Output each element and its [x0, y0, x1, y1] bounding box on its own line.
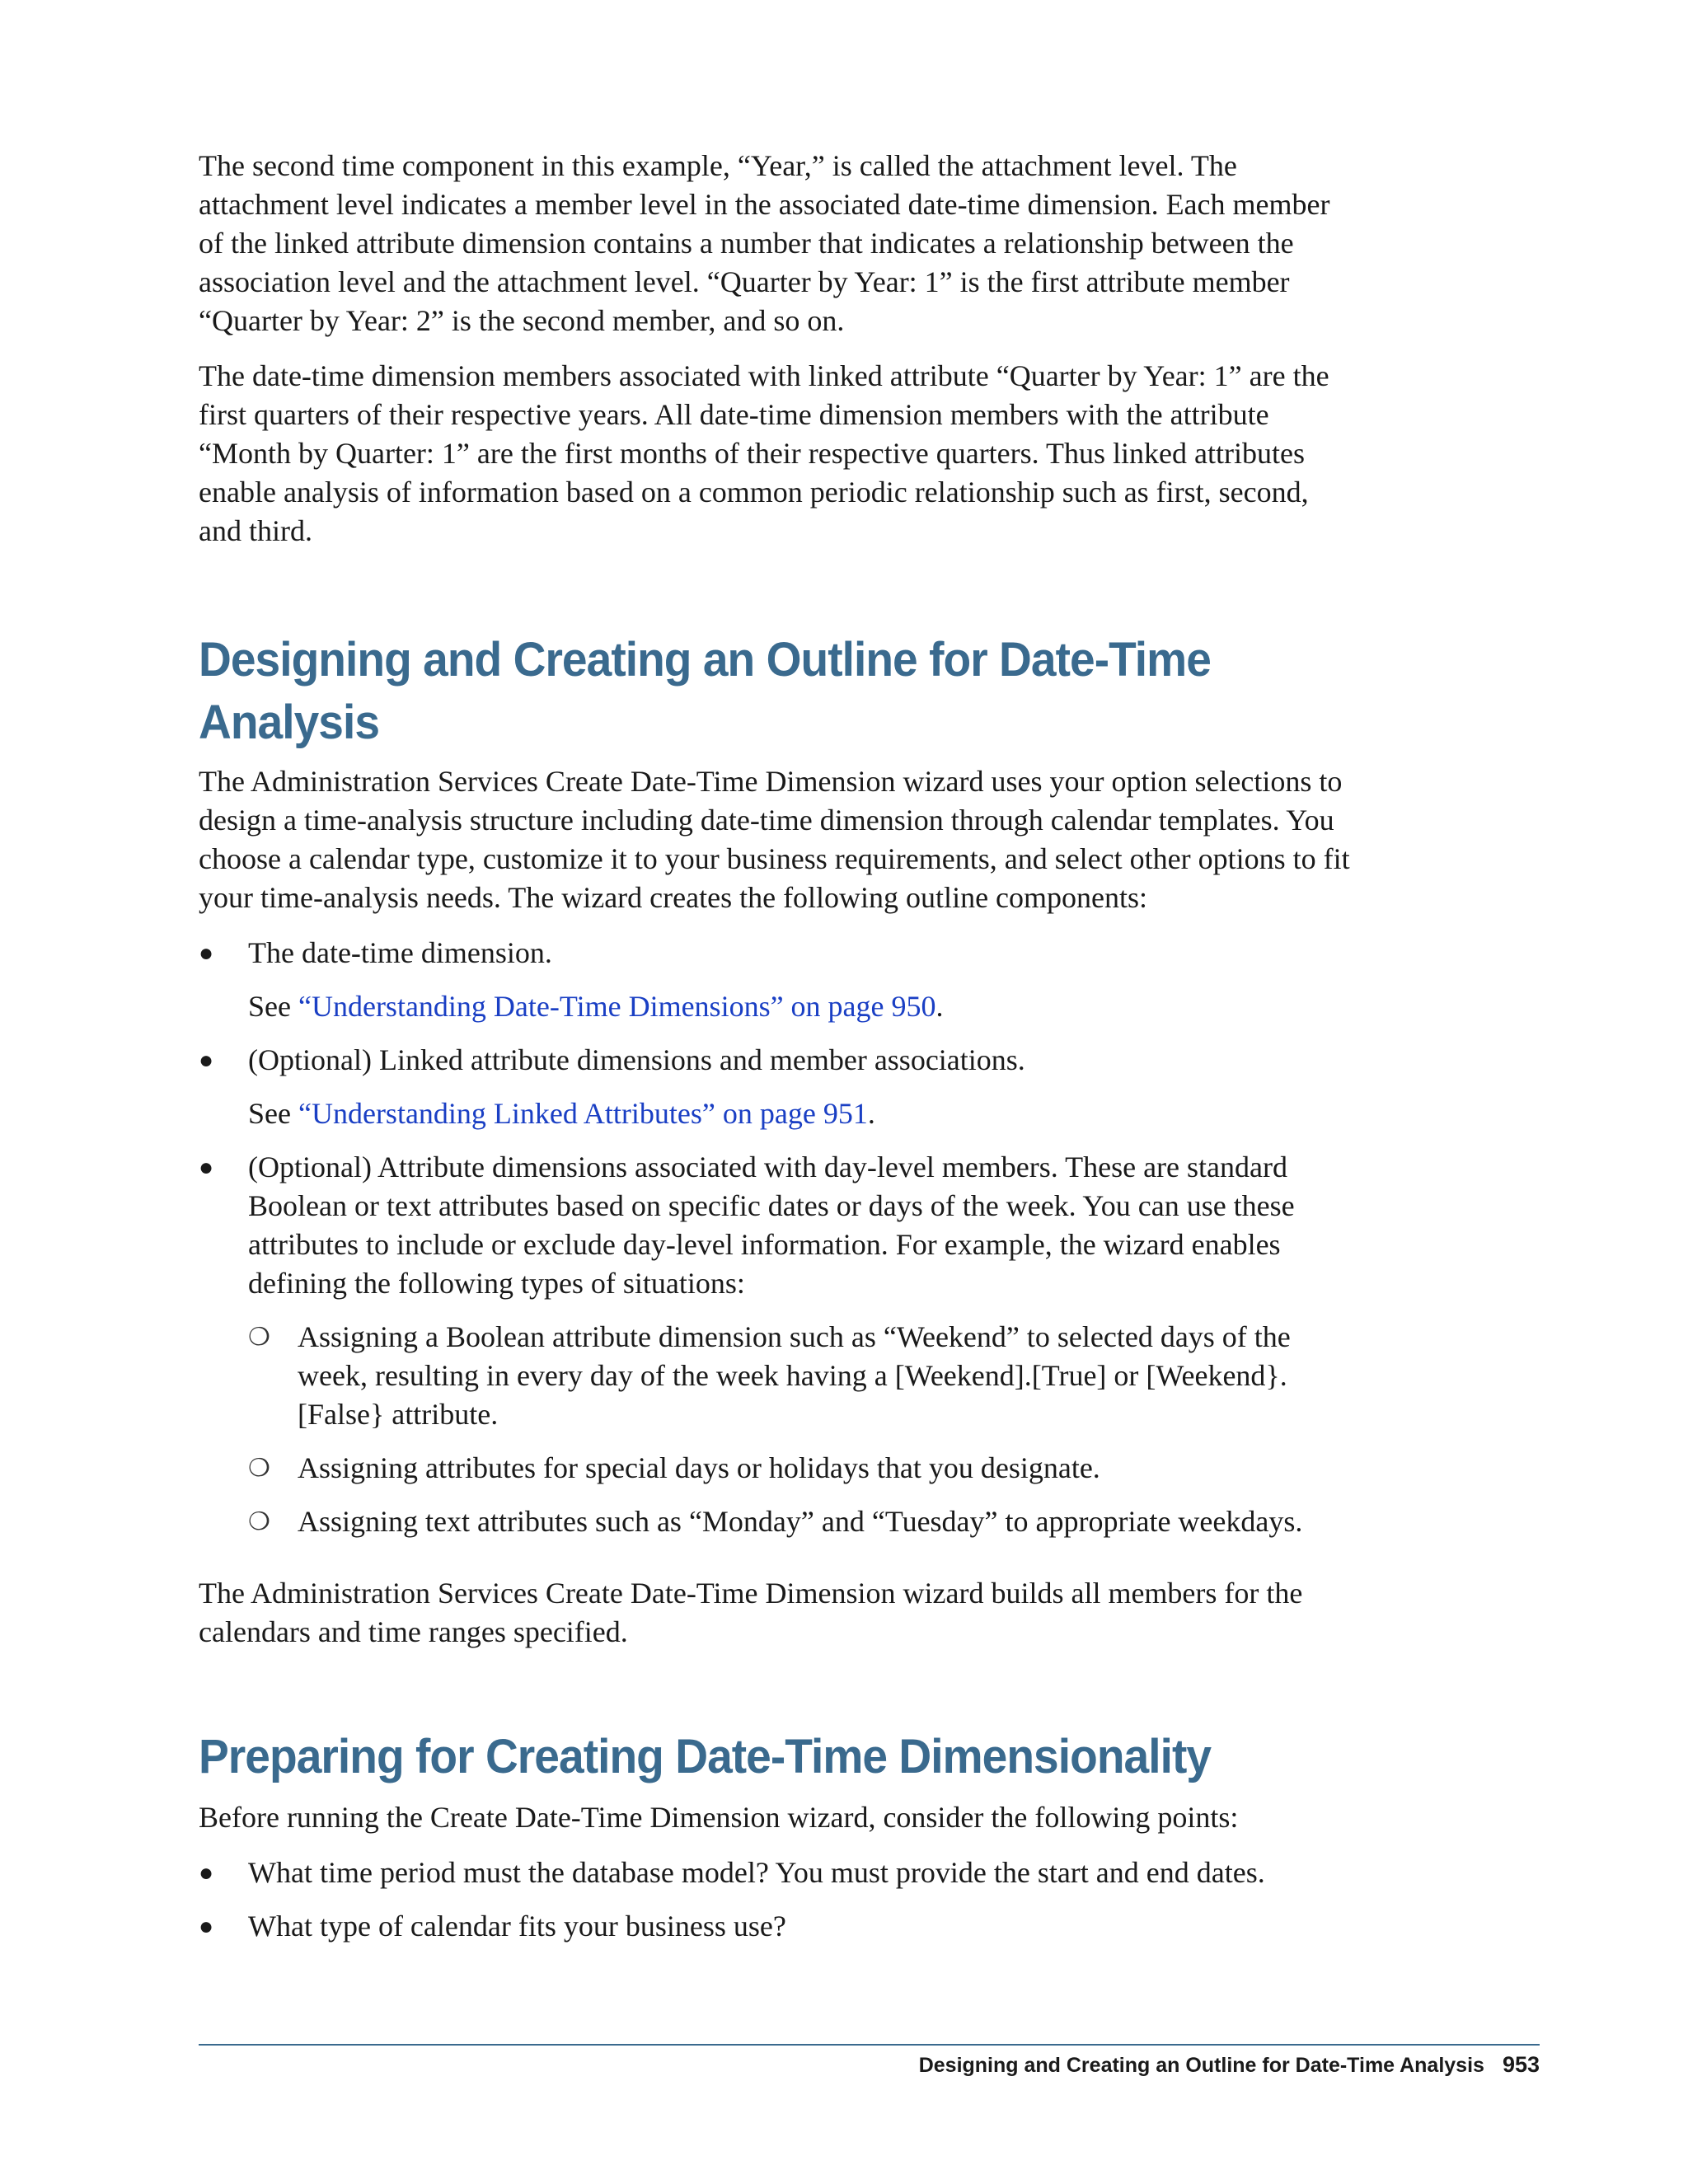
bullet-text: What type of calendar fits your business use? — [248, 1910, 786, 1943]
bullet-icon: ● — [199, 1859, 214, 1886]
link-understanding-date-time-dimensions[interactable]: “Understanding Date-Time Dimensions” on page 950 — [298, 990, 936, 1023]
page-footer — [919, 2050, 1540, 2079]
sub-bullet-icon: ❍ — [248, 1324, 270, 1351]
see-suffix: . — [867, 1097, 875, 1130]
bullet-item — [199, 1148, 1353, 1303]
bullet-icon: ● — [199, 940, 214, 967]
sub-bullet-icon: ❍ — [248, 1455, 270, 1482]
section1-closing: The Administration Services Create Date-Time Dimension wizard builds all members for the calendars and time ranges specified. — [199, 1577, 1303, 1648]
section2-intro: Before running the Create Date-Time Dimension wizard, consider the following points: — [199, 1801, 1239, 1834]
link-understanding-linked-attributes[interactable]: “Understanding Linked Attributes” on page 951 — [298, 1097, 868, 1130]
bullet-item — [199, 1854, 1353, 1892]
sub-bullet-item — [199, 1318, 1353, 1434]
bullet-icon: ● — [199, 1154, 214, 1181]
see-prefix: See — [248, 1097, 298, 1130]
bullet-item — [199, 1907, 1353, 1946]
sub-bullet-text: Assigning text attributes such as “Monday” and “Tuesday” to appropriate weekdays. — [298, 1505, 1303, 1538]
section1-intro: The Administration Services Create Date-Time Dimension wizard uses your option selections to design a time-analysis structure including date-time dimension through calendar templates. You choose a calendar type, customize it to your business requirements, and select other options to fit your time-analysis needs. The wizard creates the following outline components: — [199, 765, 1350, 914]
see-suffix: . — [935, 990, 944, 1023]
sub-bullet-item — [199, 1449, 1353, 1488]
bullet-text: The date-time dimension. — [248, 936, 552, 969]
paragraph-linked-attributes: The date-time dimension members associated with linked attribute “Quarter by Year: 1” are the first quarters of their respective years. All date-time dimension members with the attribute “Month by Quarter: 1” are the first months of their respective quarters. Thus linked attributes enable analysis of information based on a common periodic relationship such as first, second, and third. — [199, 359, 1329, 547]
footer-title: Designing and Creating an Outline for Date-Time Analysis — [918, 2054, 1484, 2077]
footer-divider — [199, 2044, 1540, 2046]
paragraph-attachment-level: The second time component in this example, “Year,” is called the attachment level. The attachment level indicates a member level in the associated date-time dimension. Each member of the linked attribute dimension contains a number that indicates a relationship between the association level and the attachment level. “Quarter by Year: 1” is the first attribute member “Quarter by Year: 2” is the second member, and so on. — [199, 149, 1330, 337]
see-reference — [199, 1094, 1353, 1133]
sub-bullet-text: Assigning attributes for special days or holidays that you designate. — [298, 1451, 1100, 1484]
bullet-text: What time period must the database model? You must provide the start and end dates. — [248, 1856, 1265, 1889]
bullet-icon: ● — [199, 1913, 214, 1940]
bullet-text: (Optional) Attribute dimensions associated with day-level members. These are standard Boolean or text attributes based on specific dates or days of the week. You can use these attributes to include or exclude day-level information. For example, the wizard enables defining the following types of situations: — [248, 1151, 1295, 1300]
sub-bullet-text: Assigning a Boolean attribute dimension such as “Weekend” to selected days of the week, resulting in every day of the week having a [Weekend].[True] or [Weekend}.[False} attribute. — [298, 1320, 1291, 1431]
bullet-icon: ● — [199, 1047, 214, 1074]
sub-bullet-item — [199, 1502, 1353, 1541]
bullet-item — [199, 934, 1353, 972]
see-prefix: See — [248, 990, 298, 1023]
sub-bullet-icon: ❍ — [248, 1508, 270, 1535]
bullet-item — [199, 1041, 1353, 1080]
bullet-text: (Optional) Linked attribute dimensions and member associations. — [248, 1043, 1025, 1076]
section-heading-preparing: Preparing for Creating Date-Time Dimensionality — [199, 1730, 1212, 1783]
section-heading-designing-outline: Designing and Creating an Outline for Date-Time Analysis — [199, 633, 1211, 749]
page-content — [199, 147, 1353, 1961]
page-number: 953 — [1502, 2052, 1540, 2077]
see-reference — [199, 987, 1353, 1026]
